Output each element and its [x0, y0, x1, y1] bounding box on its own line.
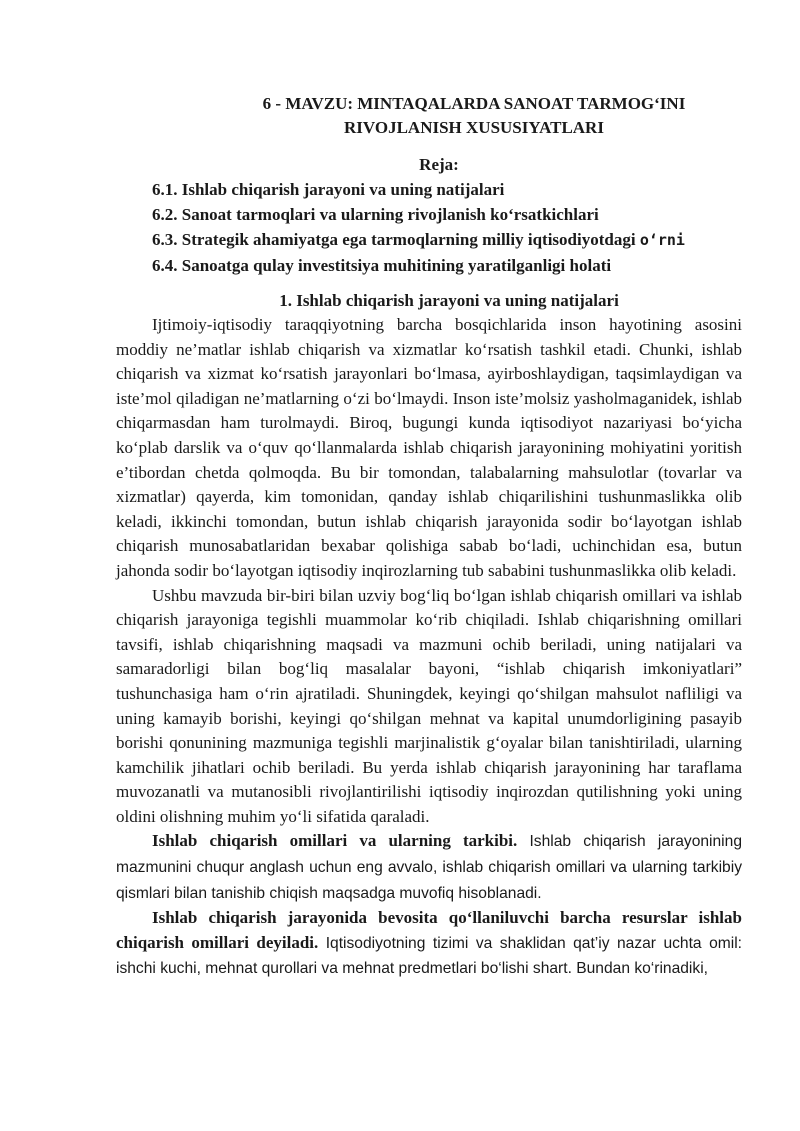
plan-item-3-text: 6.3. Strategik ahamiyatga ega tarmoqlarning milliy iqtisodiyotdagi: [152, 230, 640, 249]
paragraph-3-text: Ishlab chiqarish jarayonining mazmunini chuqur anglash uchun eng avvalo, ishlab chiqarish omillari va ularning tarkibiy qismlari bilan tanishib chiqish maqsadga muvofiq hisoblanadi.: [116, 833, 742, 902]
plan-item-3: [152, 227, 742, 253]
paragraph-3-lead: Ishlab chiqarish omillari va ularning tarkibi.: [152, 831, 518, 851]
paragraph-4-lead: Ishlab chiqarish jarayonida bevosita qo‘llaniluvchi barcha resurslar ishlab chiqarish omillari deyiladi.: [116, 908, 742, 952]
title-line-1: 6 - MAVZU: MINTAQALARDA SANOAT TARMOG‘INI: [262, 94, 686, 113]
plan-heading: Reja:: [419, 155, 459, 174]
paragraph-2: Ushbu mavzuda bir-biri bilan uzviy bog‘liq bo‘lgan ishlab chiqarish omillari va ishlab chiqarish jarayoniga tegishli muammolar ko‘rib chiqiladi. Ishlab chiqarishning omillari tavsifi, ishlab chiqarishning maqsadi va mazmuni ochib beriladi, uning natijalari va samaradorligi bilan bog‘liq masalalar bayoni, “ishlab chiqarish imkoniyatlari” tushunchasiga ham o‘rin ajratiladi. Shuningdek, keyingi qo‘shilgan mahsulot nafliligi va uning kamayib borishi, keyingi qo‘shilgan mehnat va kapital unumdorligining pasayib borishi qonunining mazmuniga tegishli marjinalistik g‘oyalar bilan tanishtiriladi, ularning kamchilik jihatlari ochib beriladi. Bu yerda ishlab chiqarish jarayonining har taraflama muvozanatli va mutanosibli rivojlantirilishi iqtisodiy inqirozdan qutilishning yoki uning oldini olishning muhim yo‘li sifatida qaraladi.: [116, 585, 742, 826]
plan-item-4: 6.4. Sanoatga qulay investitsiya muhitining yaratilganligi holati: [152, 256, 612, 275]
paragraph-4-text: Iqtisodiyotning tizimi va shaklidan qat’iy nazar uchta omil: ishchi kuchi, mehnat qurollari va mehnat predmetlari bo‘lishi shart. Bundan ko‘rinadiki,: [116, 934, 742, 978]
page-title: [116, 92, 742, 140]
section-heading: 1. Ishlab chiqarish jarayoni va uning natijalari: [279, 291, 619, 310]
title-line-2: RIVOJLANISH XUSUSIYATLARI: [344, 118, 604, 137]
plan-item-2: 6.2. Sanoat tarmoqlari va ularning rivojlanish ko‘rsatkichlari: [152, 205, 599, 224]
document-page: [116, 92, 742, 982]
paragraph-3: [116, 829, 742, 906]
paragraph-4: [116, 906, 742, 982]
plan-item-1: 6.1. Ishlab chiqarish jarayoni va uning natijalari: [152, 180, 505, 199]
plan-item-3-tail: o‘rni: [639, 231, 685, 249]
paragraph-1: Ijtimoiy-iqtisodiy taraqqiyotning barcha bosqichlarida inson hayotining asosini moddiy ne’matlar ishlab chiqarish va xizmatlar ko‘rsatish tashkil etadi. Chunki, ishlab chiqarish va xizmat ko‘rsatish jarayonlari bo‘lmasa, ayirboshlaydigan, taqsimlaydigan va iste’mol qiladigan ne’matlarning o‘zi bo‘lmaydi. Inson iste’molsiz yasholmaganidek, ishlab chiqarmasdan ham turolmaydi. Biroq, bugungi kunda iqtisodiyot nazariyasi bo‘yicha ko‘plab darslik va o‘quv qo‘llanmalarda ishlab chiqarish jarayonining mohiyatini yoritish e’tibordan chetda qolmoqda. Bu bir tomondan, talabalarning mahsulotlar (tovarlar va xizmatlar) qayerda, kim tomonidan, qanday ishlab chiqarilishini tushunmaslikka olib keladi, ikkinchi tomondan, butun ishlab chiqarish jarayonida sodir bo‘layotgan ishlab chiqarish munosabatlaridan bexabar qolishiga sabab bo‘ladi, uchinchidan esa, butun jahonda sodir bo‘layotgan iqtisodiy inqirozlarning tub sababini tushunmaslikka olib keladi.: [116, 315, 742, 580]
plan-list: [116, 177, 742, 278]
